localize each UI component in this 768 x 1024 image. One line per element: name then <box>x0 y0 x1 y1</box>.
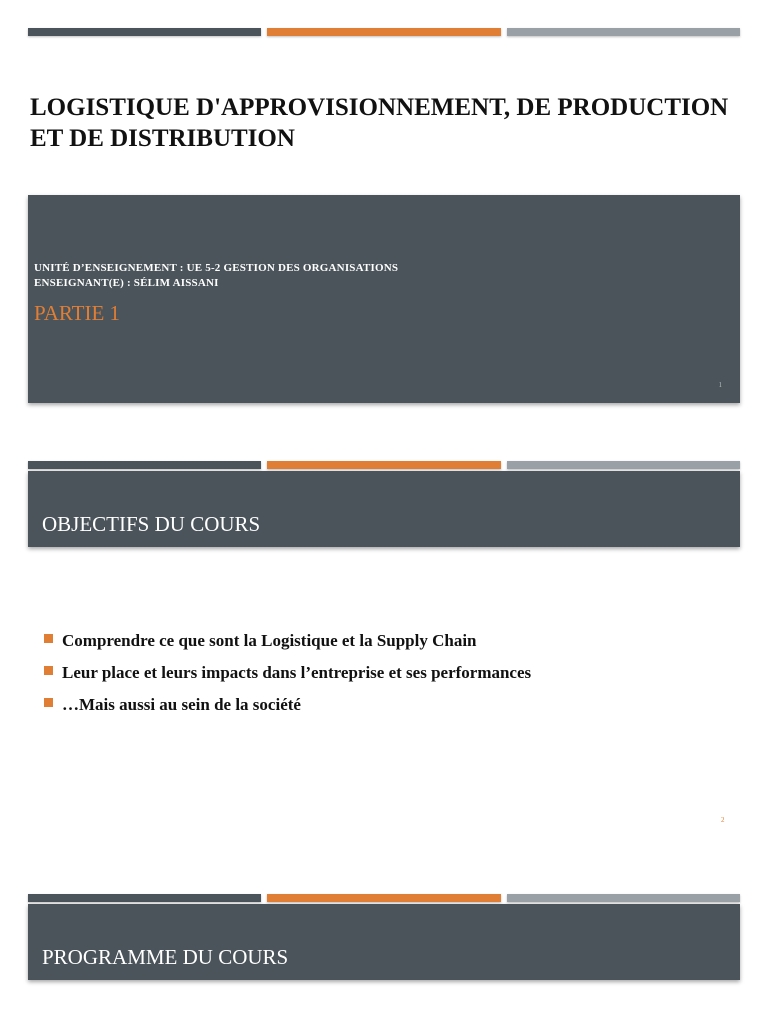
bullet-square-icon <box>44 666 53 675</box>
part-label: PARTIE 1 <box>34 301 121 325</box>
objectives-list <box>44 630 531 726</box>
accent-bar-grey <box>507 28 740 36</box>
slide2-title: OBJECTIFS DU COURS <box>42 512 261 536</box>
accent-bar-grey <box>507 894 740 902</box>
list-item: Leur place et leurs impacts dans l’entreprise et ses performances <box>44 662 531 684</box>
accent-bar-dark <box>28 28 261 36</box>
bullet-square-icon <box>44 698 53 707</box>
slide1-accent-bars <box>28 28 740 36</box>
accent-bar-grey <box>507 461 740 469</box>
accent-bar-orange <box>267 894 500 902</box>
slide1-subtitle-panel <box>28 195 740 403</box>
slide3-accent-bars <box>28 894 740 902</box>
slide1-title: LOGISTIQUE D'APPROVISIONNEMENT, DE PRODUCTION ET DE DISTRIBUTION <box>30 94 729 152</box>
list-item: Comprendre ce que sont la Logistique et la Supply Chain <box>44 630 531 652</box>
accent-bar-orange <box>267 461 500 469</box>
unit-line: UNITÉ D’ENSEIGNEMENT : UE 5-2 GESTION DES ORGANISATIONS <box>34 262 399 274</box>
accent-bar-dark <box>28 461 261 469</box>
list-item: …Mais aussi au sein de la société <box>44 694 531 716</box>
slide2-accent-bars <box>28 461 740 469</box>
slide1-page-number: 1 <box>718 381 722 389</box>
teacher-line: ENSEIGNANT(E) : SÉLIM AISSANI <box>34 277 219 289</box>
slide1-subtitle <box>34 261 398 291</box>
bullet-square-icon <box>44 634 53 643</box>
slide3-title-panel <box>28 904 740 980</box>
slide3-title: PROGRAMME DU COURS <box>42 945 289 969</box>
slide2-page-number: 2 <box>721 816 725 824</box>
accent-bar-dark <box>28 894 261 902</box>
accent-bar-orange <box>267 28 500 36</box>
slide2-title-panel <box>28 471 740 547</box>
